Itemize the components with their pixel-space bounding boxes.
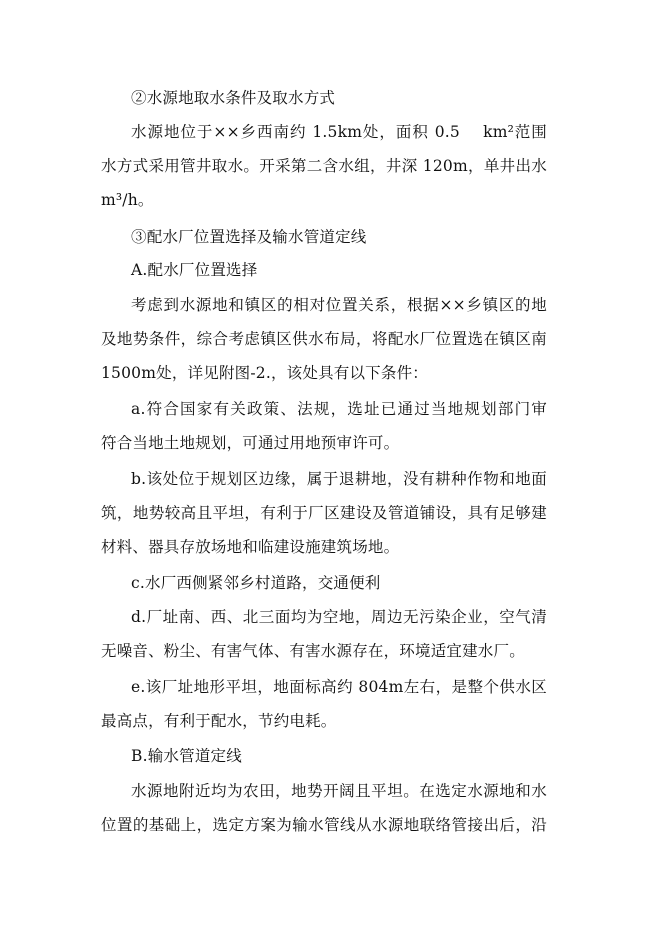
heading-plant-location: ③配水厂位置选择及输水管道定线 — [131, 228, 367, 246]
list-item-a-cont: 符合当地土地规划，可通过用地预审许可。 — [101, 434, 400, 452]
list-item-b-cont: 筑，地势较高且平坦，有利于厂区建设及管道铺设，具有足够建 — [101, 504, 547, 522]
heading-water-source-intake: ②水源地取水条件及取水方式 — [131, 89, 336, 107]
list-item-e: e.该厂址地形平坦，地面标高约 804m左右，是整个供水区 — [131, 678, 547, 696]
paragraph-line: 水源地附近均为农田，地势开阔且平坦。在选定水源地和水 — [131, 782, 547, 800]
paragraph-line: m³/h。 — [101, 191, 154, 209]
list-item-d: d.厂址南、西、北三面均为空地，周边无污染企业，空气清 — [131, 608, 547, 626]
list-item-a: a.符合国家有关政策、法规，选址已通过当地规划部门审 — [131, 400, 547, 418]
paragraph-line: 水方式采用管井取水。开采第二含水组，井深 120m，单井出水 — [101, 157, 547, 175]
list-item-d-cont: 无噪音、粉尘、有害气体、有害水源存在，环境适宜建水厂。 — [101, 642, 525, 660]
paragraph-line: 位置的基础上，选定方案为输水管线从水源地联络管接出后，沿 — [101, 816, 547, 834]
paragraph-line: 水源地位于××乡西南约 1.5km处，面积 0.5 km²范围 — [131, 123, 547, 141]
paragraph-line: 及地势条件，综合考虑镇区供水布局，将配水厂位置选在镇区南 — [101, 330, 547, 348]
list-item-b-cont: 材料、器具存放场地和临建设施建筑场地。 — [101, 538, 400, 556]
list-item-b: b.该处位于规划区边缘，属于退耕地，没有耕种作物和地面 — [131, 470, 547, 488]
paragraph-line: 考虑到水源地和镇区的相对位置关系，根据××乡镇区的地 — [131, 296, 547, 314]
subheading-pipeline-route: B.输水管道定线 — [131, 747, 242, 765]
list-item-e-cont: 最高点，有利于配水，节约电耗。 — [101, 712, 337, 730]
list-item-c: c.水厂西侧紧邻乡村道路，交通便利 — [131, 574, 381, 592]
paragraph-line: 1500m处，详见附图-2.，该处具有以下条件： — [101, 364, 428, 382]
subheading-plant-site: A.配水厂位置选择 — [131, 261, 258, 279]
